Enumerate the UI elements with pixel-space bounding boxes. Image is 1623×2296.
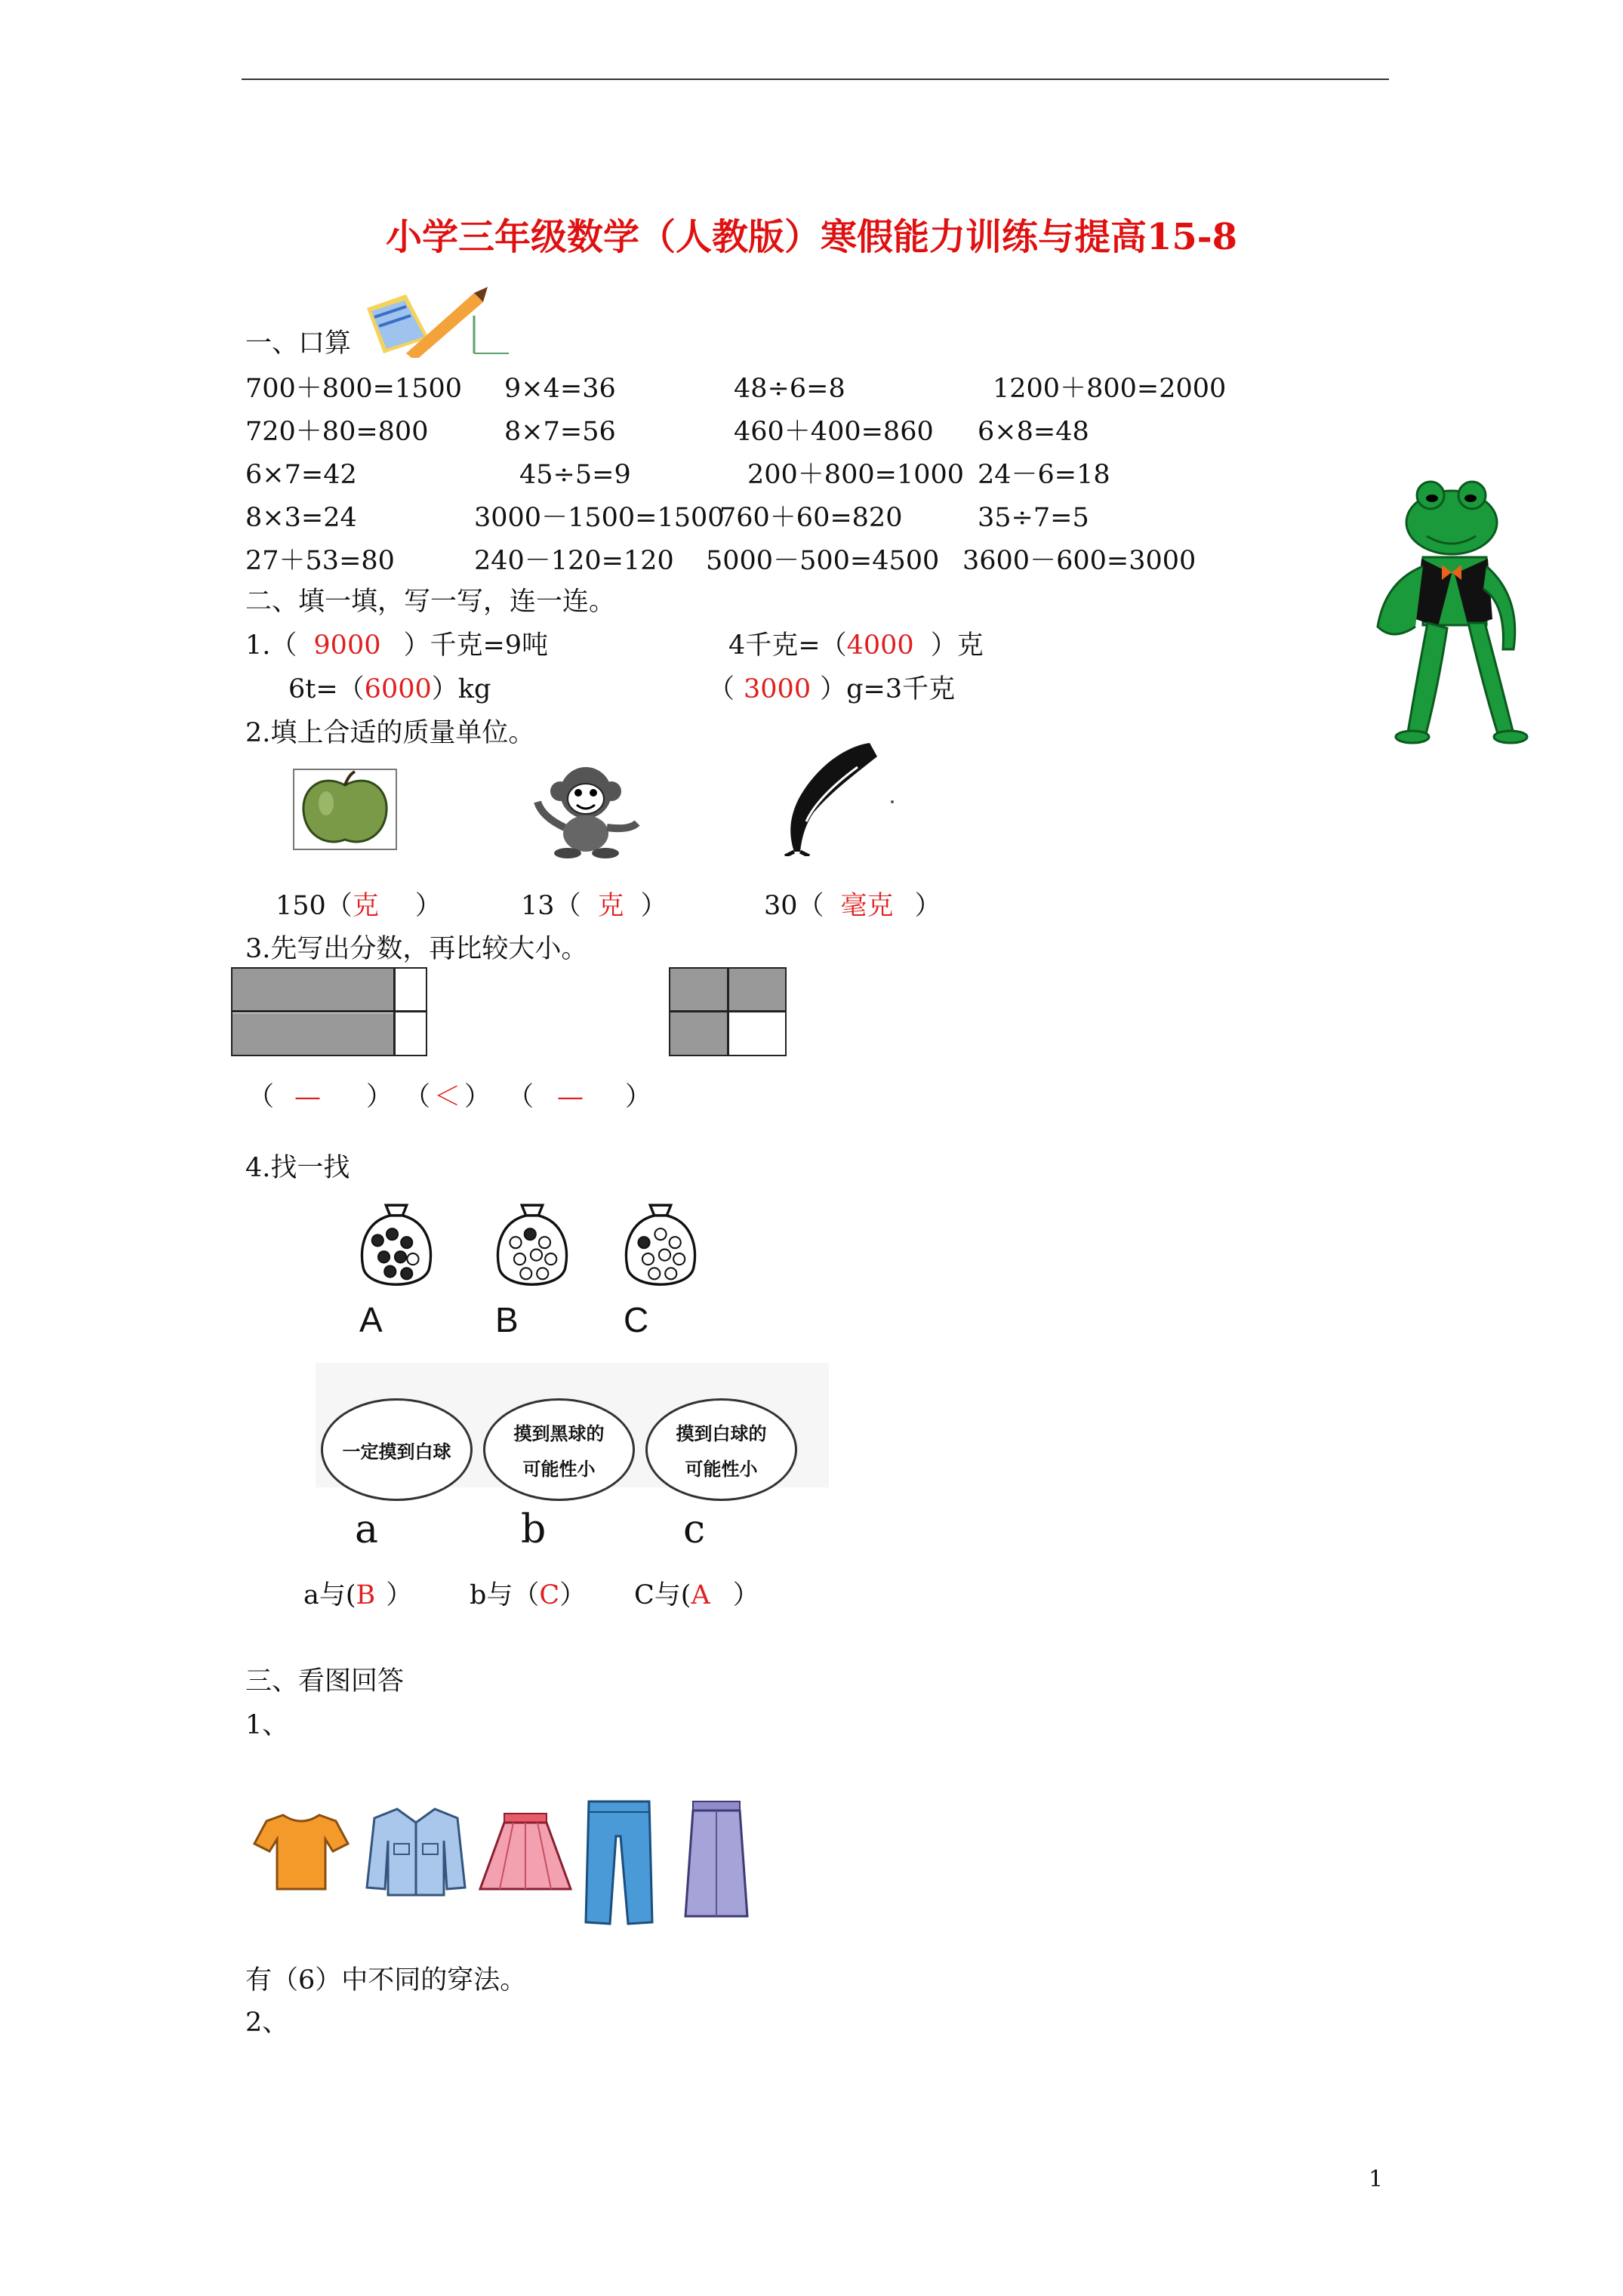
match-a-prefix: a与(: [303, 1580, 356, 1610]
oval-label: a: [355, 1507, 379, 1552]
q3-heading: 3.先写出分数，再比较大小。: [245, 934, 588, 964]
header-rule: [242, 79, 1389, 80]
whale-illustration: [771, 738, 898, 856]
q3-open3: （: [507, 1082, 534, 1112]
pencil-book-icon: [361, 285, 512, 358]
q2-item3-answer: 毫克: [840, 891, 894, 921]
probability-oval: [483, 1398, 635, 1501]
bag-label: C: [624, 1300, 649, 1339]
section3-q2-label: 2、: [245, 2008, 289, 2038]
match-b-suffix: ）: [559, 1580, 587, 1610]
long-skirt-illustration: [679, 1798, 753, 1921]
calc-item: 460＋400=860: [734, 417, 934, 447]
calc-item: 6×8=48: [978, 417, 1089, 447]
apple-illustration: [293, 769, 397, 850]
ball-bag-illustration: [619, 1199, 702, 1305]
match-b-prefix: b与（: [470, 1580, 540, 1610]
calc-item: 720＋80=800: [245, 417, 429, 447]
q1-line-d: [708, 676, 955, 703]
section3-q1-answer: 有（6）中不同的穿法。: [245, 1965, 527, 1996]
fraction2-shaded-tr: [729, 969, 785, 1011]
calc-item: 9×4=36: [504, 374, 616, 404]
q1a-answer: 9000: [313, 630, 381, 661]
oval-line1: 一定摸到白球: [342, 1441, 451, 1462]
q2-item2-close: ）: [640, 891, 667, 921]
q1b-prefix: 4千克=（: [728, 630, 847, 661]
q1-line-b: [728, 630, 984, 661]
calc-item: 1200＋800=2000: [993, 374, 1227, 404]
calc-item: 3600－600=3000: [962, 546, 1196, 576]
q1c-prefix: 6t=（: [288, 674, 365, 704]
q2-item-3: [764, 893, 941, 920]
q2-item-2: [521, 893, 667, 920]
q1-line-a: [245, 630, 549, 661]
match-a-suffix: ）: [386, 1580, 413, 1610]
q3-open2: （: [404, 1082, 431, 1112]
bag-label: B: [495, 1300, 519, 1339]
q3-compare: ＜: [434, 1082, 461, 1112]
calc-item: 760＋60=820: [719, 503, 903, 533]
match-a-answer: B: [356, 1580, 376, 1610]
q2-item1-close: ）: [414, 891, 442, 921]
ball-bag-illustration: [491, 1199, 574, 1305]
calc-item: 45÷5=9: [519, 460, 631, 490]
q1c-suffix: ）kg: [431, 674, 491, 704]
calc-item: 8×7=56: [504, 417, 616, 447]
q3-answer3: —: [557, 1082, 584, 1112]
q2-heading: 2.填上合适的质量单位。: [245, 718, 535, 748]
q4-heading: 4.找一找: [245, 1153, 350, 1183]
calc-item: 27＋53=80: [245, 546, 395, 576]
bag-label: A: [359, 1300, 383, 1339]
oval-line1: 摸到黑球的: [513, 1423, 605, 1444]
fraction1-hline: [231, 1010, 427, 1012]
fraction1-shaded-top: [233, 969, 393, 1010]
frog-illustration: [1363, 468, 1536, 755]
q3-close1: ）: [366, 1082, 393, 1112]
fraction1-shaded-bottom: [233, 1013, 393, 1055]
calc-item: 700＋800=1500: [245, 374, 463, 404]
q2-item3-close: ）: [914, 891, 941, 921]
q2-item3-number: 30（: [764, 891, 824, 921]
section1-heading: 一、口算: [245, 328, 352, 359]
q1a-prefix: 1.（: [245, 630, 297, 661]
calc-item: 5000－500=4500: [706, 546, 940, 576]
q2-item1-answer: 克: [352, 891, 379, 921]
page-title: 小学三年级数学（人教版）寒假能力训练与提高15-8: [385, 216, 1238, 258]
section2-heading: 二、填一填，写一写，连一连。: [245, 587, 616, 617]
fraction2-vline: [727, 967, 729, 1056]
calc-item: 240－120=120: [474, 546, 674, 576]
oval-line1: 摸到白球的: [676, 1423, 767, 1444]
match-c-prefix: C与(: [634, 1580, 691, 1610]
q2-item-1: [276, 893, 442, 920]
fraction2-shaded-bl: [670, 1012, 728, 1055]
match-c-answer: A: [691, 1580, 710, 1610]
calc-item: 35÷7=5: [978, 503, 1089, 533]
match-c-suffix: ）: [732, 1580, 759, 1610]
q1d-answer: 3000: [744, 674, 812, 704]
q1b-suffix: ）克: [930, 630, 984, 661]
fraction1-vline: [393, 967, 396, 1056]
q3-answer1: —: [294, 1082, 321, 1112]
q4-match-c: [634, 1580, 759, 1610]
q1b-answer: 4000: [846, 630, 914, 661]
oval-label: b: [521, 1507, 547, 1552]
monkey-illustration: [527, 763, 645, 859]
probability-oval: [645, 1398, 797, 1501]
ball-bag-illustration: [355, 1199, 438, 1305]
section3-heading: 三、看图回答: [245, 1666, 405, 1697]
probability-oval: [321, 1398, 473, 1501]
jeans-illustration: [581, 1798, 657, 1927]
oval-line2: 可能性小: [522, 1459, 596, 1480]
fraction2-shaded-tl: [670, 969, 728, 1011]
skirt-illustration: [477, 1811, 574, 1894]
oval-line2: 可能性小: [685, 1459, 758, 1480]
q1c-answer: 6000: [364, 674, 432, 704]
q4-match-a: [303, 1580, 413, 1610]
q2-item2-answer: 克: [597, 891, 624, 921]
calc-item: 6×7=42: [245, 460, 357, 490]
calc-item: 3000－1500=1500: [474, 503, 725, 533]
calc-item: 200＋800=1000: [747, 460, 965, 490]
tshirt-illustration: [253, 1811, 350, 1892]
q4-match-b: [470, 1580, 587, 1610]
calc-item: 48÷6=8: [734, 374, 845, 404]
jacket-illustration: [364, 1804, 468, 1898]
q1-line-c: [288, 676, 491, 703]
q1d-suffix: ）g=3千克: [820, 674, 956, 704]
section3-q1-label: 1、: [245, 1710, 289, 1740]
calc-item: 24－6=18: [978, 460, 1110, 490]
q3-open1: （: [248, 1082, 275, 1112]
q1a-suffix: ）千克=9吨: [403, 630, 549, 661]
q3-close3: ）: [625, 1082, 652, 1112]
q1d-prefix: （: [708, 674, 735, 704]
calc-item: 8×3=24: [245, 503, 357, 533]
q3-close2: ）: [464, 1082, 491, 1112]
oval-label: c: [683, 1507, 706, 1552]
q2-item2-number: 13（: [521, 891, 581, 921]
page-number: 1: [1369, 2166, 1384, 2193]
match-b-answer: C: [539, 1580, 560, 1610]
q2-item1-number: 150（: [276, 891, 353, 921]
